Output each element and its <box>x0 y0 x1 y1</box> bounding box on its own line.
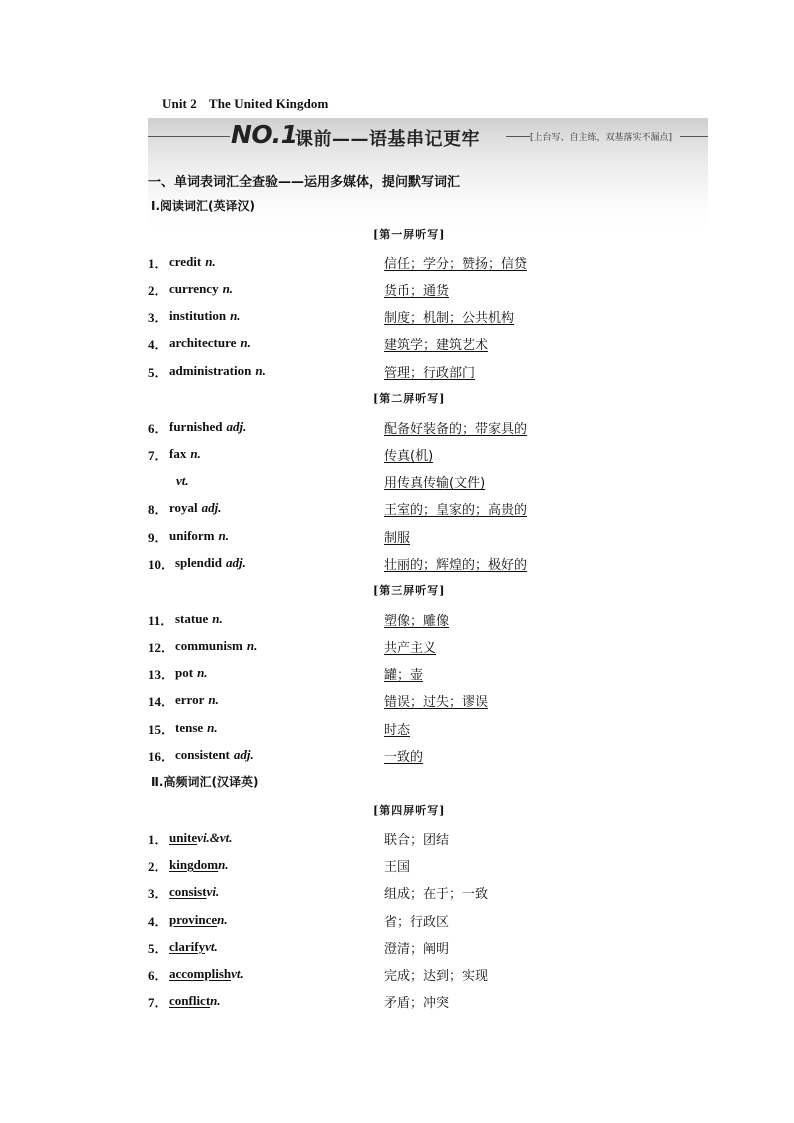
banner-rule-right <box>680 136 708 137</box>
item-number: 15． <box>148 722 175 737</box>
item-pos: vt. <box>176 473 189 488</box>
item-meaning: 澄清；阐明 <box>384 942 450 957</box>
item-word: fax <box>169 446 187 461</box>
vocab-row <box>148 445 568 465</box>
item-word: accomplish <box>169 966 232 981</box>
section-heading: 一、单词表词汇全查验——运用多媒体，提问默写词汇 <box>148 175 461 190</box>
item-word: royal <box>169 500 198 515</box>
item-meaning: 制服 <box>384 531 411 546</box>
item-pos: n. <box>255 363 266 378</box>
item-pos: n. <box>218 857 229 872</box>
item-word: consist <box>169 884 207 899</box>
item-meaning: 联合；团结 <box>384 833 450 848</box>
item-pos: vt. <box>205 939 218 954</box>
item-meaning: 矛盾；冲突 <box>384 996 450 1011</box>
item-pos: n. <box>230 308 241 323</box>
item-meaning: 一致的 <box>384 750 424 765</box>
vocab-row <box>148 691 568 711</box>
banner-heading: 课前——语基串记更牢 <box>295 129 480 150</box>
vocab-row <box>148 554 568 574</box>
item-word: consistent <box>175 747 230 762</box>
item-number: 1． <box>148 256 168 271</box>
item-pos: n. <box>205 254 216 269</box>
item-word: institution <box>169 308 227 323</box>
item-pos: n. <box>222 281 234 296</box>
item-meaning: 塑像；雕像 <box>384 614 450 629</box>
item-pos: n. <box>207 720 218 735</box>
item-number: 6． <box>148 421 168 436</box>
vocab-row <box>148 911 568 931</box>
item-number: 8． <box>148 502 168 517</box>
item-meaning: 省；行政区 <box>384 915 450 930</box>
item-meaning: 王室的；皇家的；高贵的 <box>384 503 528 518</box>
banner-note: [上台写、自主练，双基落实不漏点] <box>530 133 673 143</box>
item-number: 2． <box>148 283 168 298</box>
item-pos: vi. <box>206 884 220 899</box>
item-number: 10． <box>148 557 175 572</box>
item-meaning: 错误；过失；谬误 <box>384 695 489 710</box>
vocab-row <box>148 856 568 876</box>
vocab-row <box>148 965 568 985</box>
item-number: 5． <box>148 941 168 956</box>
item-meaning: 传真(机) <box>384 449 434 464</box>
vocab-row <box>148 280 568 300</box>
item-meaning: 组成；在于；一致 <box>384 887 489 902</box>
item-pos: n. <box>240 335 251 350</box>
item-word: currency <box>169 281 219 296</box>
part1-heading: Ⅰ.阅读词汇(英译汉) <box>151 199 255 213</box>
item-meaning: 用传真传输(文件) <box>384 476 486 491</box>
item-word: kingdom <box>169 857 219 872</box>
item-pos: n. <box>217 912 228 927</box>
vocab-row <box>148 334 568 354</box>
item-word: error <box>175 692 205 707</box>
item-pos: n. <box>190 446 201 461</box>
item-word: unite <box>169 830 198 845</box>
item-number: 13． <box>148 667 175 682</box>
item-word: statue <box>175 611 209 626</box>
item-word: clarify <box>169 939 206 954</box>
item-word: splendid <box>175 555 222 570</box>
item-pos: vi.&vt. <box>197 830 233 845</box>
vocab-row <box>148 527 568 547</box>
item-number: 12． <box>148 640 175 655</box>
item-meaning: 共产主义 <box>384 641 437 656</box>
item-meaning: 货币；通货 <box>384 284 450 299</box>
unit-title <box>162 96 328 112</box>
item-number: 5． <box>148 365 168 380</box>
item-number: 11． <box>148 613 174 628</box>
item-pos: adj. <box>201 500 222 515</box>
banner-number: NO.1 <box>231 120 298 149</box>
vocab-row <box>148 472 568 492</box>
vocab-row <box>148 637 568 657</box>
item-word: province <box>169 912 218 927</box>
banner-rule-left <box>148 136 230 137</box>
vocab-row <box>148 938 568 958</box>
item-pos: vt. <box>231 966 244 981</box>
vocab-row <box>148 253 568 273</box>
vocab-row <box>148 362 568 382</box>
vocab-row <box>148 829 568 849</box>
item-number: 4． <box>148 914 168 929</box>
banner-rule-middle <box>506 136 530 137</box>
item-pos: adj. <box>225 555 246 570</box>
screen-label-4: [第四屏听写] <box>373 804 446 817</box>
item-number: 14． <box>148 694 175 709</box>
item-pos: n. <box>210 993 221 1008</box>
item-word: tense <box>175 720 204 735</box>
item-meaning: 配备好装备的；带家具的 <box>384 422 528 437</box>
item-word: communism <box>175 638 243 653</box>
screen-label-3: [第三屏听写] <box>373 584 446 597</box>
item-number: 2． <box>148 859 168 874</box>
item-word: pot <box>175 665 194 680</box>
vocab-row <box>148 307 568 327</box>
unit-label: Unit 2 <box>162 96 197 111</box>
vocab-row <box>148 499 568 519</box>
item-meaning: 制度；机制；公共机构 <box>384 311 515 326</box>
vocab-row <box>148 746 568 766</box>
item-pos: n. <box>208 692 219 707</box>
vocab-row <box>148 883 568 903</box>
item-meaning: 完成；达到；实现 <box>384 969 489 984</box>
item-number: 3． <box>148 886 168 901</box>
item-pos: adj. <box>233 747 254 762</box>
item-word: conflict <box>169 993 211 1008</box>
vocab-row <box>148 664 568 684</box>
vocab-row <box>148 418 568 438</box>
item-number: 1． <box>148 832 168 847</box>
item-pos: n. <box>212 611 223 626</box>
item-pos: n. <box>197 665 208 680</box>
item-number: 4． <box>148 337 168 352</box>
item-number: 9． <box>148 530 168 545</box>
item-number: 16． <box>148 749 175 764</box>
vocab-row <box>148 610 568 630</box>
item-pos: n. <box>218 528 229 543</box>
item-word: uniform <box>169 528 215 543</box>
item-number: 7． <box>148 995 168 1010</box>
item-word: administration <box>169 363 252 378</box>
item-word: architecture <box>169 335 237 350</box>
item-pos: n. <box>246 638 258 653</box>
unit-name: The United Kingdom <box>208 96 329 111</box>
item-meaning: 管理；行政部门 <box>384 366 476 381</box>
item-meaning: 信任；学分；赞扬；信贷 <box>384 257 528 272</box>
screen-label-2: [第二屏听写] <box>373 392 446 405</box>
vocab-row <box>148 992 568 1012</box>
item-pos: adj. <box>226 419 247 434</box>
item-meaning: 时态 <box>384 723 411 738</box>
item-meaning: 建筑学；建筑艺术 <box>384 338 489 353</box>
item-number: 6． <box>148 968 168 983</box>
item-meaning: 壮丽的；辉煌的；极好的 <box>384 558 528 573</box>
vocab-row <box>148 719 568 739</box>
item-number: 7． <box>148 448 168 463</box>
screen-label-1: [第一屏听写] <box>373 228 446 241</box>
item-number: 3． <box>148 310 168 325</box>
item-word: credit <box>169 254 202 269</box>
item-word: furnished <box>169 419 223 434</box>
item-meaning: 罐；壶 <box>384 668 424 683</box>
part2-heading: Ⅱ.高频词汇(汉译英) <box>151 775 259 789</box>
item-meaning: 王国 <box>384 860 411 875</box>
